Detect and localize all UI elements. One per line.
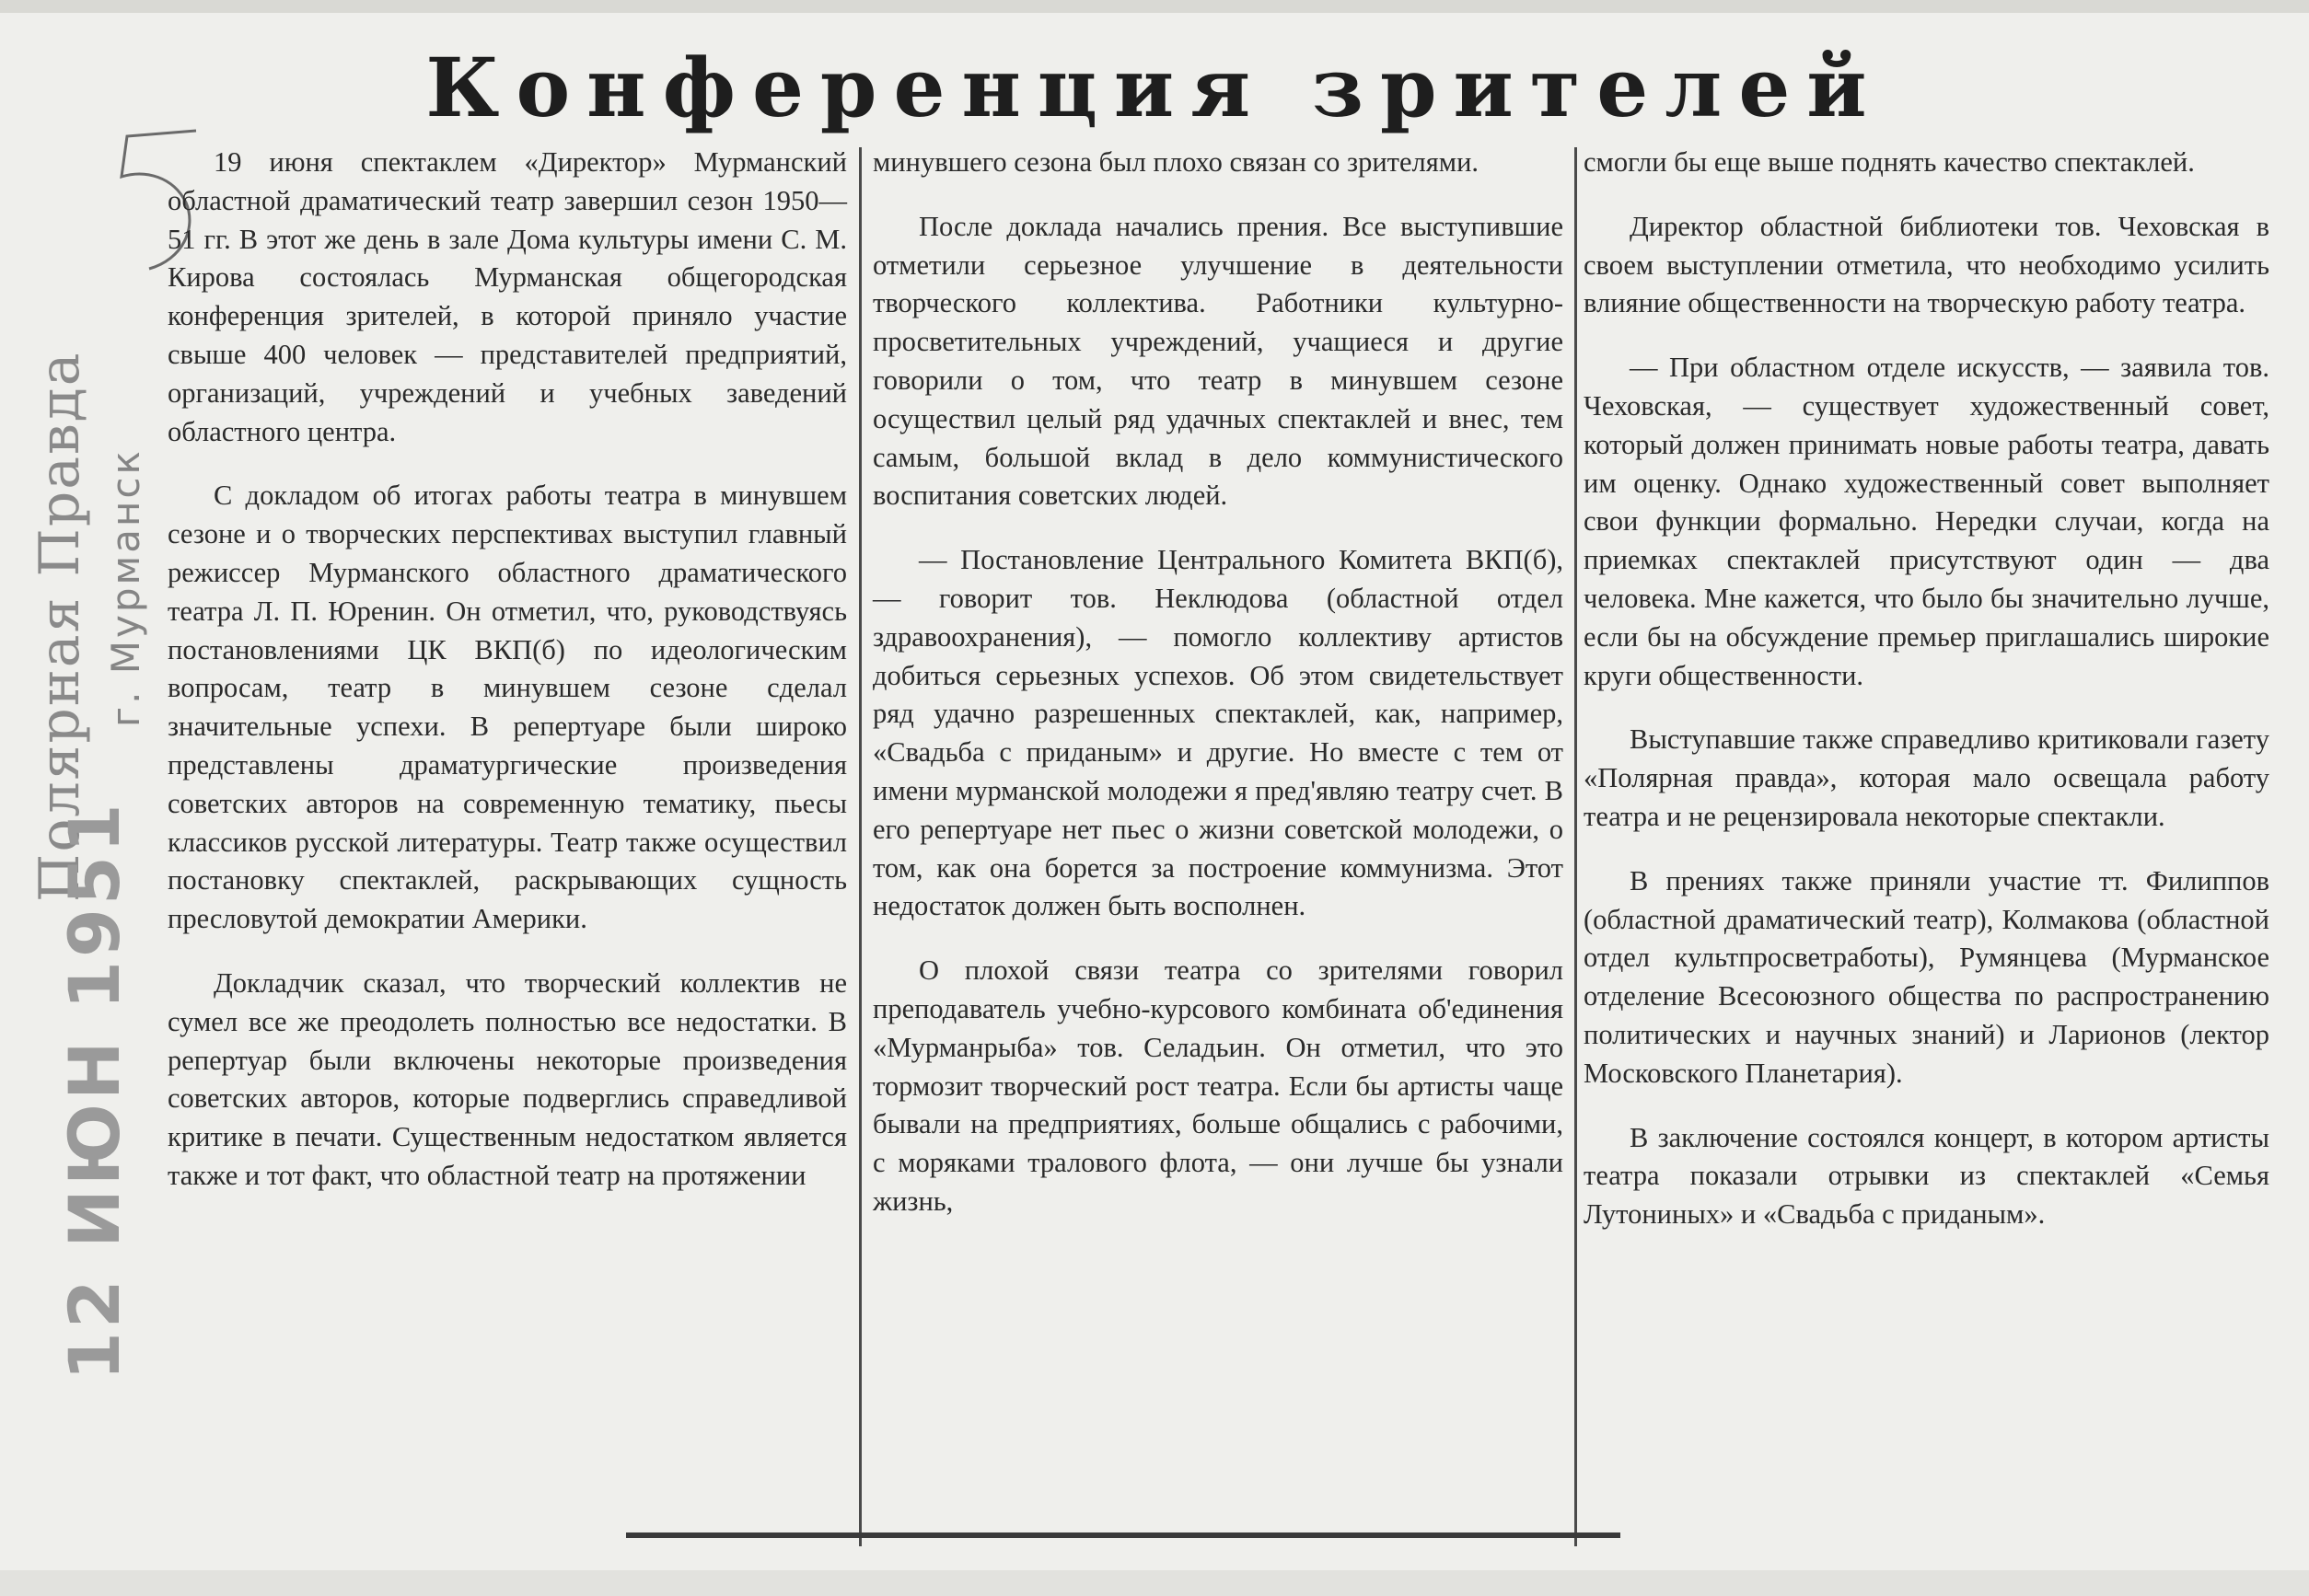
stamp-date-text: 12 ИЮН 1951 bbox=[53, 800, 135, 1381]
article-column-3 bbox=[1584, 144, 2269, 1260]
paragraph: — При областном отделе искусств, — заявила тов. Чеховская, — существует художественный совет, который должен принимать новые работы театра, давать им оценку. Однако художественный совет выполняет свои функции формально. Нередки случаи, когда на приемках спектаклей присутствуют один — два человека. Мне кажется, что было бы значительно лучше, если бы на обсуждение премьер приглашались широкие круги общественности. bbox=[1584, 352, 2269, 691]
column-divider-2 bbox=[1574, 147, 1577, 1546]
paragraph: В прениях также приняли участие тт. Филиппов (областной драматический театр), Колмакова (областной отдел культпросветработы), Румянцева (Мурманское отделение Всесоюзного общества по распространению политических и научных знаний) и Ларионов (лектор Московского Планетария). bbox=[1584, 864, 2269, 1089]
paragraph: Выступавшие также справедливо критиковали газету «Полярная правда», которая мало освещала работу театра и не рецензировала некоторые спектакли. bbox=[1584, 723, 2269, 832]
paragraph: Докладчик сказал, что творческий коллектив не сумел все же преодолеть полностью все недостатки. В репертуар были включены некоторые произведения советских авторов, которые подверглись справедливой критике в печати. Существенным недостатком является также и тот факт, что областной театр на протяжении bbox=[168, 966, 847, 1191]
stamp-newspaper-text: Полярная Правда bbox=[28, 351, 92, 902]
paragraph: Директор областной библиотеки тов. Чеховская в своем выступлении отметила, что необходимо усилить влияние общественности на творческую работу театра. bbox=[1584, 210, 2269, 319]
paragraph: После доклада начались прения. Все выступившие отметили серьезное улучшение в деятельности творческого коллектива. Работники культурно-просветительных учреждений, учащиеся и другие говорили о том, что театр в минувшем сезоне осуществил целый ряд удачных спектаклей и внес, тем самым, большой вклад в дело коммунистического воспитания советских людей. bbox=[873, 210, 1563, 512]
paragraph: минувшего сезона был плохо связан со зрителями. bbox=[873, 146, 1479, 178]
article-column-2 bbox=[873, 144, 1563, 1247]
stamp-city-text: г. Мурманск bbox=[103, 448, 148, 727]
bottom-rule bbox=[626, 1532, 1620, 1538]
paragraph: С докладом об итогах работы театра в минувшем сезоне и о творческих перспективах выступил главный режиссер Мурманского областного драматического театра Л. П. Юренин. Он отметил, что, руководствуясь постановлениями ЦК ВКП(б) по идеологическим вопросам, театр в минувшем сезоне сделал значительные успехи. В репертуаре были широко представлены драматургические произведения советских авторов на современную тематику, пьесы классиков русской литературы. Театр также осуществил постановку спектаклей, раскрывающих сущность пресловутой демократии Америки. bbox=[168, 480, 847, 935]
article-column-1 bbox=[168, 144, 847, 1221]
column-divider-1 bbox=[859, 147, 862, 1546]
paragraph: — Постановление Центрального Комитета ВКП(б), — говорит тов. Неклюдова (областной отдел здравоохранения), — помогло коллективу артистов добиться серьезных успехов. Об этом свидетельствует ряд удачно разрешенных спектаклей, как, например, «Свадьба с приданым» и другие. Но вместе с тем от имени мурманской молодежи я пред'являю театру счет. В его репертуаре нет пьес о жизни советской молодежи, о том, как она борется за построение коммунизма. Этот недостаток должен быть восполнен. bbox=[873, 544, 1563, 922]
paragraph: В заключение состоялся концерт, в котором артисты театра показали отрывки из спектаклей «Семья Лутониных» и «Свадьба с приданым». bbox=[1584, 1121, 2269, 1231]
paragraph: 19 июня спектаклем «Директор» Мурманский областной драматический театр завершил сезон 1950—51 гг. В этот же день в зале Дома культуры имени С. М. Кирова состоялась Мурманская общегородская конференция зрителей, в которой приняло участие свыше 400 человек — представителей предприятий, организаций, учреждений и учебных заведений областного центра. bbox=[168, 146, 847, 447]
article-headline: Конференция зрителей bbox=[425, 40, 1884, 135]
paragraph: смогли бы еще выше поднять качество спектаклей. bbox=[1584, 146, 2195, 178]
scan-edge-bottom bbox=[0, 1570, 2309, 1596]
scan-edge-top bbox=[0, 0, 2309, 13]
paragraph: О плохой связи театра со зрителями говорил преподаватель учебно-курсового комбината об'единения «Мурманрыба» тов. Селадьин. Он отметил, что это тормозит творческий рост театра. Если бы артисты чаще бывали на предприятиях, больше общались с рабочими, с моряками тралового флота, — они лучше бы узнали жизнь, bbox=[873, 954, 1563, 1217]
